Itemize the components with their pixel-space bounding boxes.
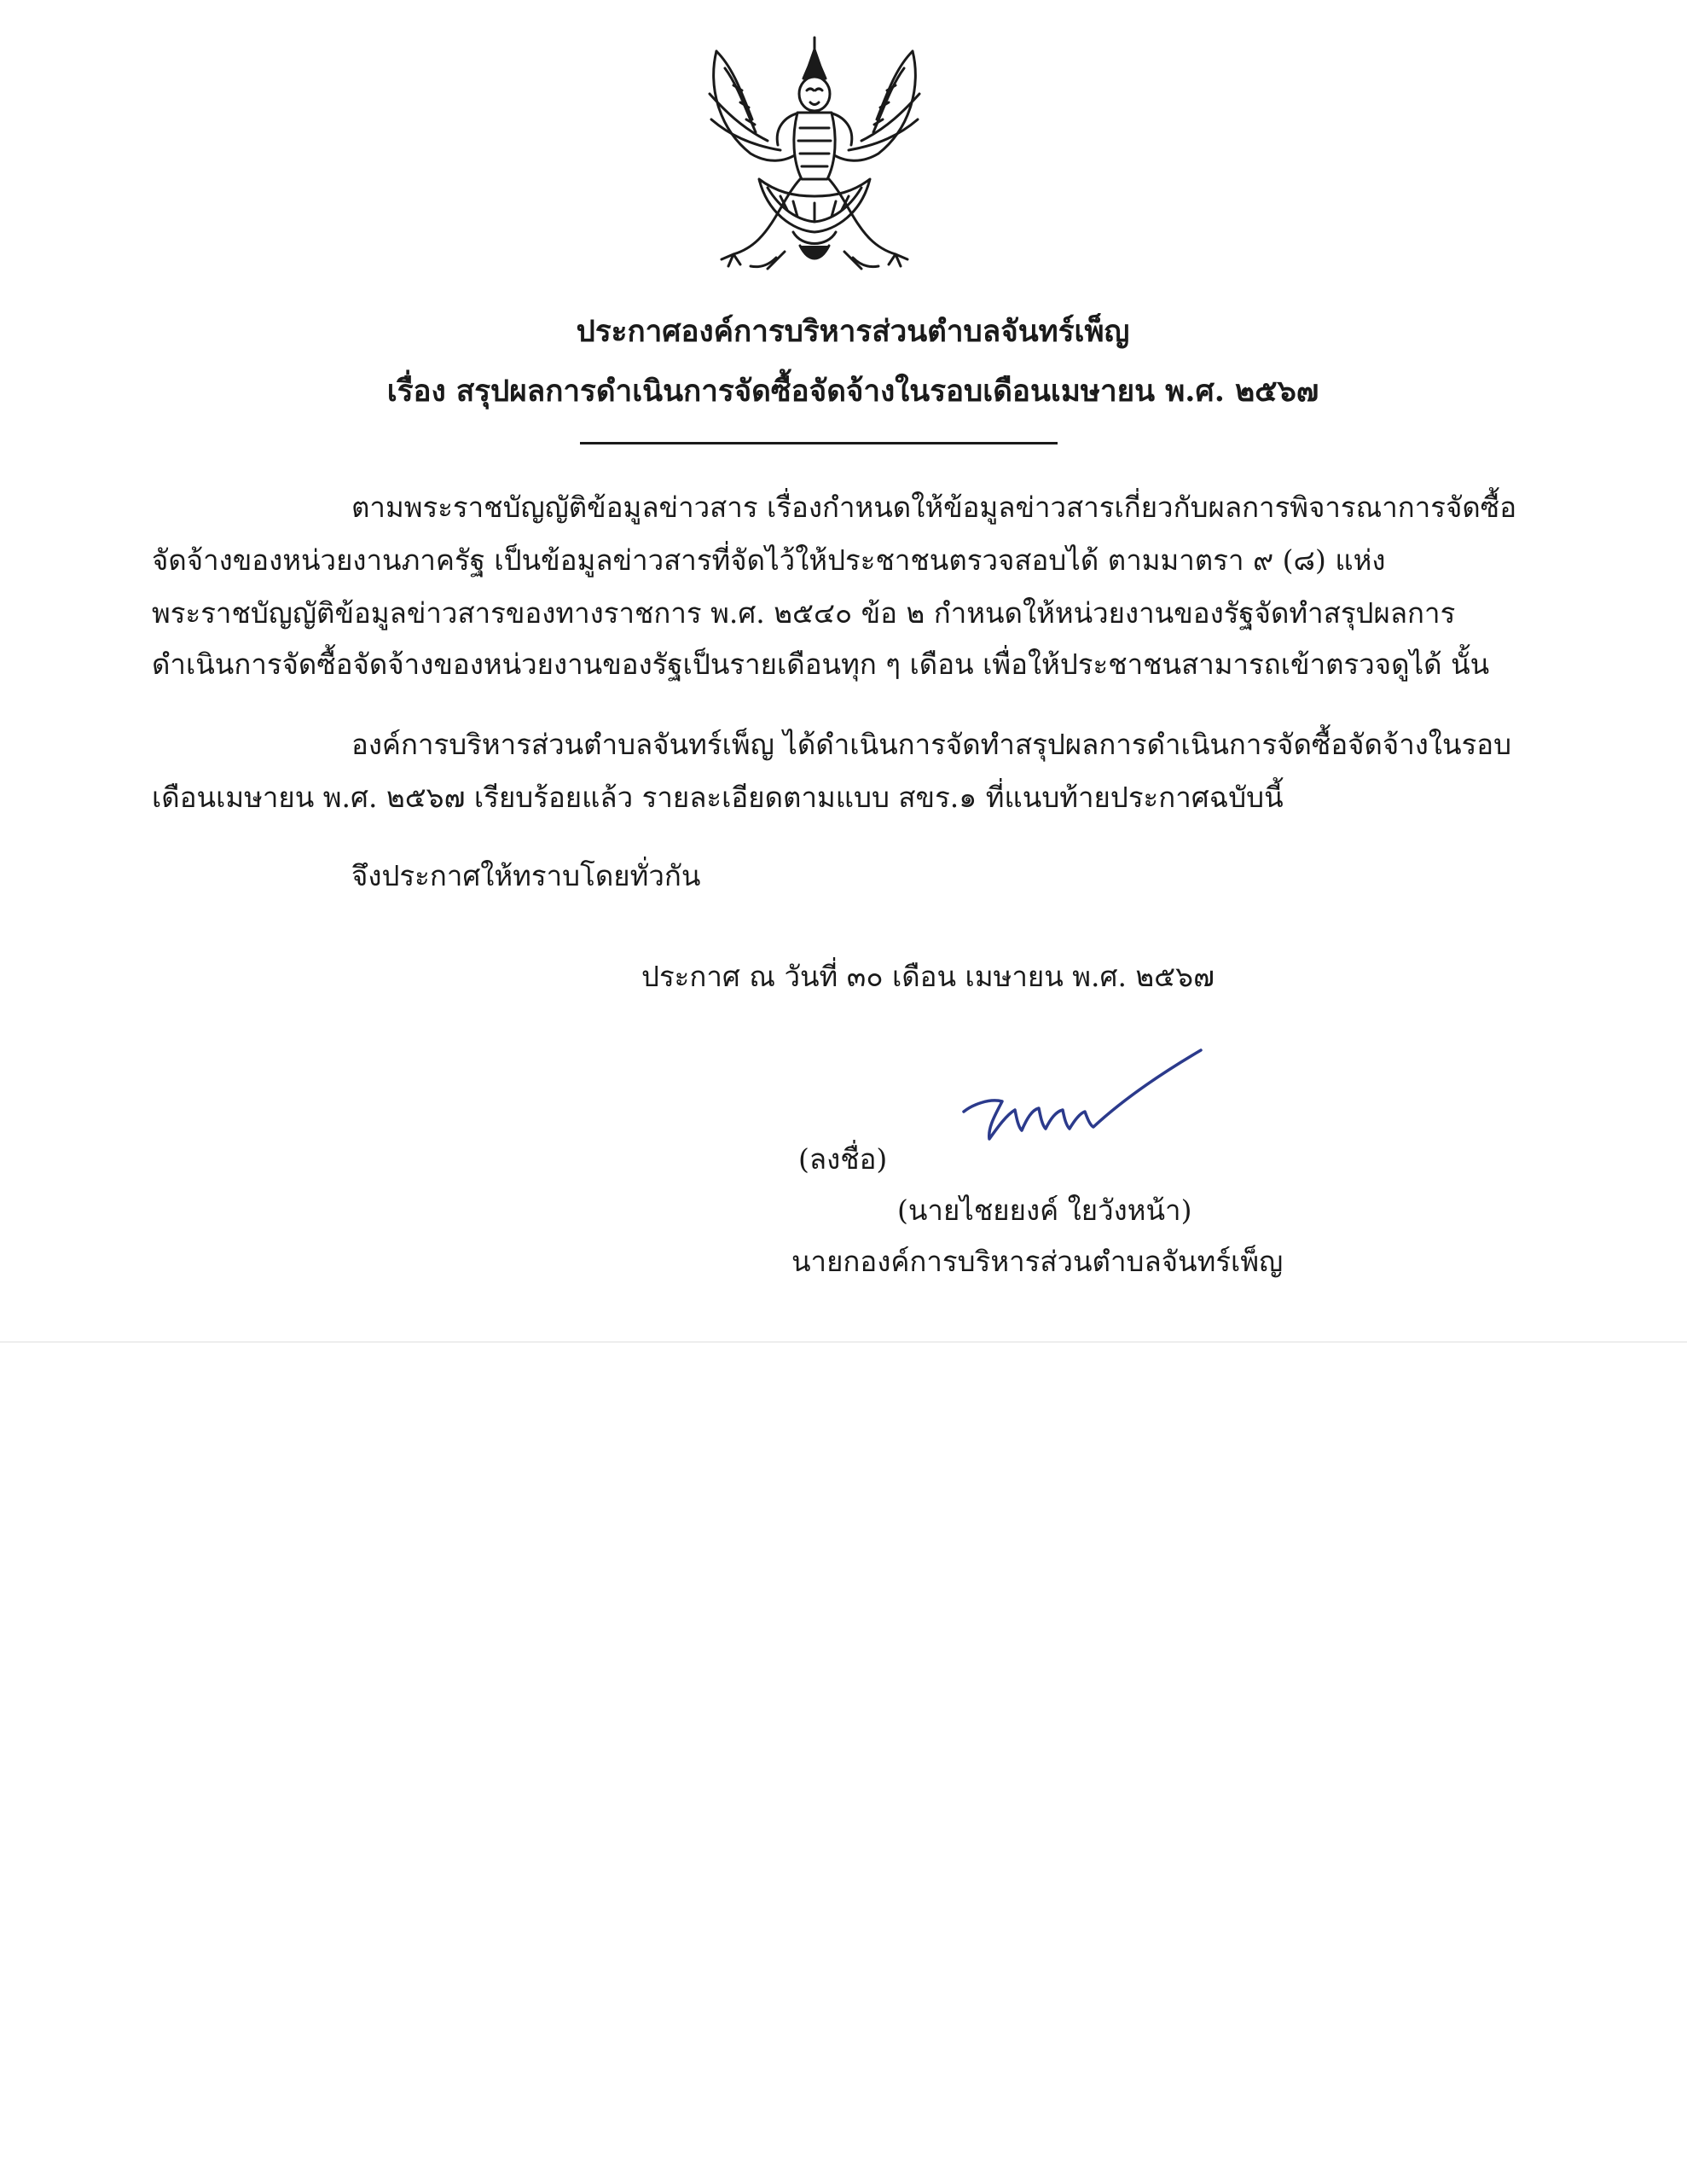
paragraph-1-line-1: ตามพระราชบัญญัติข้อมูลข่าวสาร เรื่องกำหนดให้ข้อมูลข่าวสารเกี่ยวกับผลการพิจารณาการจัดซื้อ [351,491,1517,524]
title-divider [580,442,1058,444]
paragraph-2-line-1: องค์การบริหารส่วนตำบลจันทร์เพ็ญ ได้ดำเนินการจัดทำสรุปผลการดำเนินการจัดซื้อจัดจ้างในรอบ [351,728,1512,761]
paragraph-1-line-3: พระราชบัญญัติข้อมูลข่าวสารของทางราชการ พ.ศ. ๒๕๔๐ ข้อ ๒ กำหนดให้หน่วยงานของรัฐจัดทำสรุปผลการ [152,596,1456,630]
garuda-emblem-icon [699,34,930,282]
handwritten-signature [955,1045,1211,1156]
closing-line: จึงประกาศให้ทราบโดยทั่วกัน [351,859,701,892]
announcement-title: ประกาศองค์การบริหารส่วนตำบลจันทร์เพ็ญ [576,314,1130,349]
date-line: ประกาศ ณ วันที่ ๓๐ เดือน เมษายน พ.ศ. ๒๕๖๗ [641,960,1215,993]
signed-label: (ลงชื่อ) [798,1142,888,1176]
paragraph-1-line-4: ดำเนินการจัดซื้อจัดจ้างของหน่วยงานของรัฐเป็นรายเดือนทุก ๆ เดือน เพื่อให้ประชาชนสามารถเข้าตรวจดูได้ นั้น [152,648,1490,681]
announcement-subject: เรื่อง สรุปผลการดำเนินการจัดซื้อจัดจ้างในรอบเดือนเมษายน พ.ศ. ๒๕๖๗ [386,374,1319,409]
signatory-name: (นายไชยยงค์ ใยวังหน้า) [897,1194,1192,1227]
paragraph-2-line-2: เดือนเมษายน พ.ศ. ๒๕๖๗ เรียบร้อยแล้ว รายละเอียดตามแบบ สขร.๑ ที่แนบท้ายประกาศฉบับนี้ [152,781,1284,814]
paragraph-1-line-2: จัดจ้างของหน่วยงานภาครัฐ เป็นข้อมูลข่าวสารที่จัดไว้ให้ประชาชนตรวจสอบได้ ตามมาตรา ๙ (๘) แห่ง [152,543,1386,577]
scan-fold-line [0,1341,1687,1343]
signatory-position: นายกองค์การบริหารส่วนตำบลจันทร์เพ็ญ [791,1245,1284,1278]
